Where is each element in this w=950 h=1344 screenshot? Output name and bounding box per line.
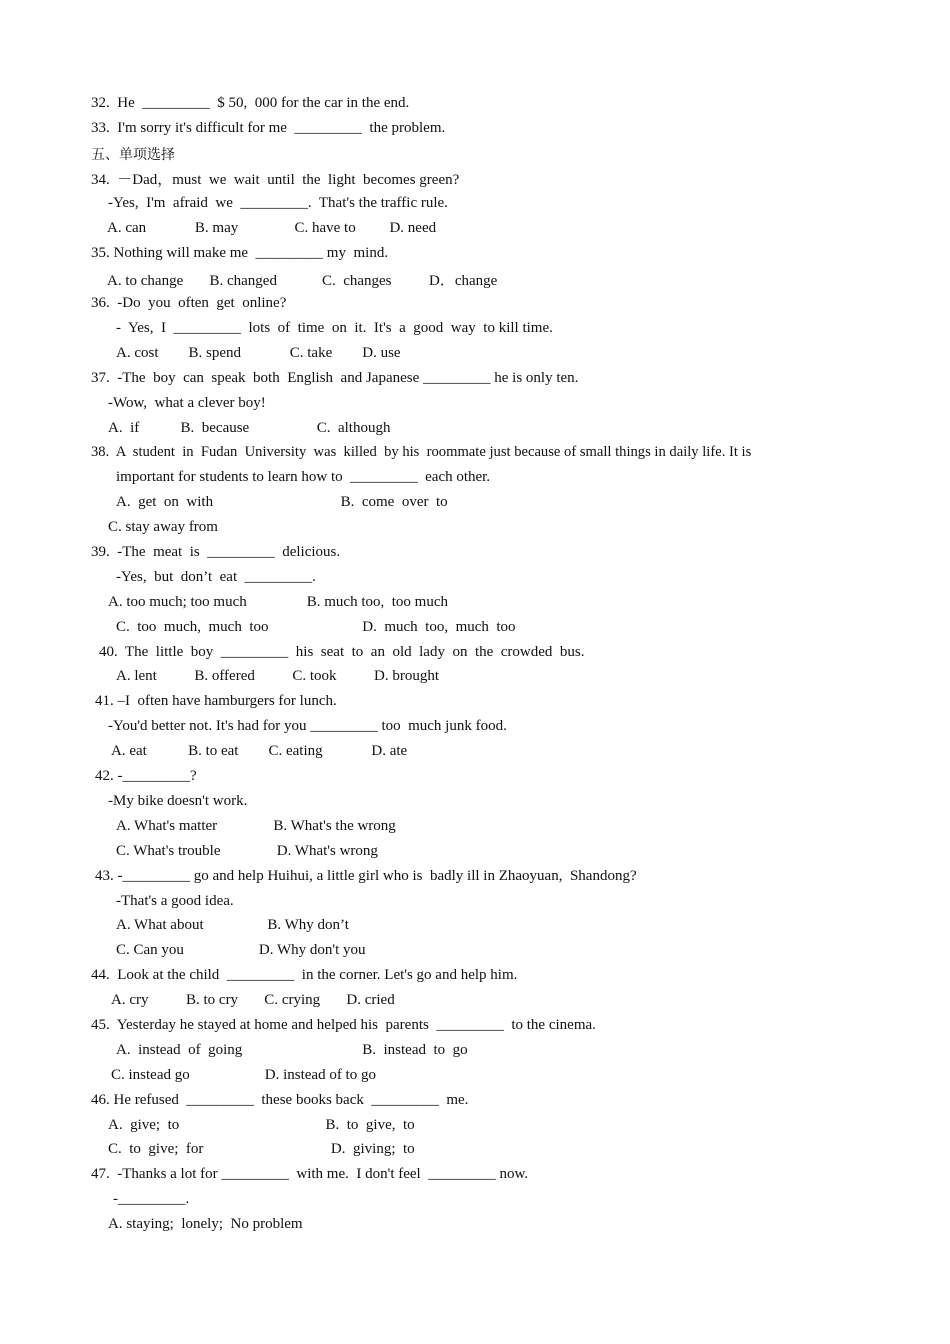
question-46-options-cd: C. to give; for D. giving; to [108, 1141, 415, 1157]
question-42-reply: -My bike doesn't work. [108, 793, 248, 809]
question-41-options: A. eat B. to eat C. eating D. ate [111, 743, 408, 759]
question-47-option-a: A. staying; lonely; No problem [108, 1216, 303, 1232]
question-43-options-ab: A. What about B. Why don’t [116, 917, 349, 933]
question-45-options-cd: C. instead go D. instead of to go [111, 1067, 376, 1083]
question-38-options-ab: A. get on with B. come over to [116, 494, 448, 510]
question-37-reply: -Wow, what a clever boy! [108, 395, 266, 411]
question-34-options: A. can B. may C. have to D. need [107, 220, 437, 236]
question-32: 32. He _________ $ 50, 000 for the car in the end. [91, 95, 410, 111]
question-37: 37. -The boy can speak both English and Japanese _________ he is only ten. [91, 370, 579, 386]
question-42: 42. -_________? [95, 768, 197, 784]
question-39-options-ab: A. too much; too much B. much too, too much [108, 594, 448, 610]
question-45-options-ab: A. instead of going B. instead to go [116, 1042, 468, 1058]
question-34-reply: -Yes, I'm afraid we _________. That's the traffic rule. [108, 195, 448, 211]
question-45: 45. Yesterday he stayed at home and helped his parents _________ to the cinema. [91, 1017, 596, 1033]
question-40: 40. The little boy _________ his seat to an old lady on the crowded bus. [99, 644, 585, 660]
question-36-reply: - Yes, I _________ lots of time on it. It's a good way to kill time. [116, 320, 553, 336]
question-42-options-ab: A. What's matter B. What's the wrong [116, 818, 396, 834]
question-37-options: A. if B. because C. although [108, 420, 391, 436]
question-46-options-ab: A. give; to B. to give, to [108, 1117, 415, 1133]
question-47: 47. -Thanks a lot for _________ with me. I don't feel _________ now. [91, 1166, 529, 1182]
question-41: 41. –I often have hamburgers for lunch. [95, 693, 337, 709]
question-38-option-c: C. stay away from [108, 519, 218, 535]
section-heading: 五、单项选择 [91, 147, 175, 163]
question-38-continued: important for students to learn how to _________ each other. [116, 469, 491, 485]
question-39-options-cd: C. too much, much too D. much too, much too [116, 619, 516, 635]
question-42-options-cd: C. What's trouble D. What's wrong [116, 843, 378, 859]
question-38: 38. A student in Fudan University was killed by his roommate just because of small things in daily life. It is [91, 444, 752, 460]
question-35-options: A. to change B. changed C. changes D．change [107, 273, 498, 289]
question-46: 46. He refused _________ these books back _________ me. [91, 1092, 469, 1108]
question-43: 43. -_________ go and help Huihui, a little girl who is badly ill in Zhaoyuan, Shandong? [95, 868, 637, 884]
question-43-reply: -That's a good idea. [116, 893, 234, 909]
question-33: 33. I'm sorry it's difficult for me _________ the problem. [91, 120, 446, 136]
question-35: 35. Nothing will make me _________ my mind. [91, 245, 389, 261]
question-44: 44. Look at the child _________ in the corner. Let's go and help him. [91, 967, 518, 983]
question-39-reply: -Yes, but don’t eat _________. [116, 569, 316, 585]
question-36: 36. -Do you often get online? [91, 295, 287, 311]
question-34: 34. －Dad，must we wait until the light becomes green? [91, 172, 460, 188]
question-41-reply: -You'd better not. It's had for you _________ too much junk food. [108, 718, 507, 734]
question-47-reply: -_________. [113, 1191, 190, 1207]
question-39: 39. -The meat is _________ delicious. [91, 544, 341, 560]
question-40-options: A. lent B. offered C. took D. brought [116, 668, 440, 684]
question-43-options-cd: C. Can you D. Why don't you [116, 942, 366, 958]
question-36-options: A. cost B. spend C. take D. use [116, 345, 401, 361]
question-44-options: A. cry B. to cry C. crying D. cried [111, 992, 395, 1008]
